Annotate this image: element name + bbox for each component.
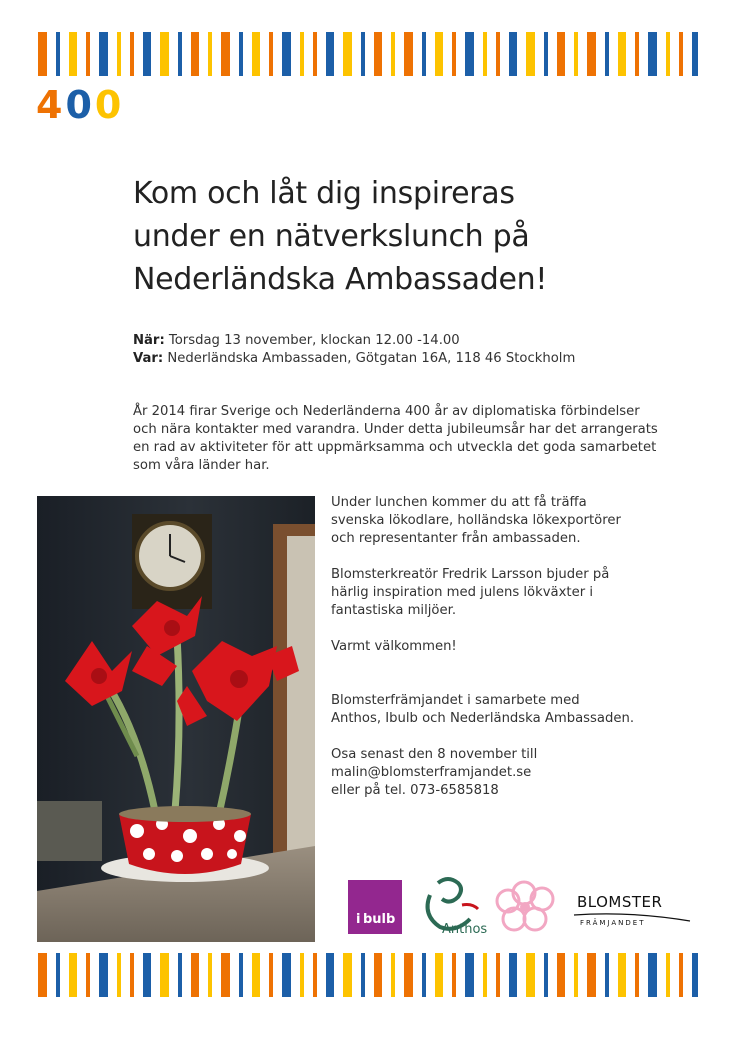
- stripe: [422, 953, 426, 997]
- stripe: [679, 953, 683, 997]
- stripe: [343, 953, 352, 997]
- stripe: [117, 953, 121, 997]
- stripe: [557, 32, 565, 76]
- bottom-stripe-border: [38, 953, 698, 997]
- headline-line-1: Kom och låt dig inspireras: [133, 176, 515, 211]
- stripe: [605, 32, 609, 76]
- event-info: [133, 332, 575, 368]
- stripe: [404, 953, 413, 997]
- stripe: [143, 953, 151, 997]
- stripe: [635, 953, 639, 997]
- when-value: Torsdag 13 november, klockan 12.00 -14.00: [164, 333, 460, 348]
- headline-line-2: under en nätverkslunch på: [133, 219, 530, 254]
- stripe: [130, 32, 134, 76]
- stripe: [648, 953, 657, 997]
- stripe: [391, 953, 395, 997]
- stripe: [465, 953, 474, 997]
- stripe: [178, 953, 182, 997]
- stripe: [574, 953, 578, 997]
- ibulb-text: bulb: [363, 912, 396, 927]
- stripe: [679, 32, 683, 76]
- stripe: [160, 32, 169, 76]
- stripe: [618, 32, 626, 76]
- stripe: [618, 953, 626, 997]
- top-stripe-border: [38, 32, 698, 76]
- details-column: [331, 494, 691, 800]
- stripe: [496, 32, 500, 76]
- stripe: [605, 953, 609, 997]
- stripe: [69, 953, 77, 997]
- sponsor-logos: [330, 865, 710, 945]
- rsvp-paragraph: Osa senast den 8 november till malin@blomsterframjandet.se eller på tel. 073-6585818: [331, 747, 538, 798]
- stripe: [526, 953, 535, 997]
- logo-400: [36, 83, 124, 127]
- rsvp-email-link[interactable]: malin@blomsterframjandet.se: [331, 765, 532, 780]
- stripe: [404, 32, 413, 76]
- stripe: [391, 32, 395, 76]
- stripe: [435, 953, 443, 997]
- stripe: [313, 32, 317, 76]
- stripe: [282, 953, 291, 997]
- stripe: [544, 32, 548, 76]
- when-row: [133, 332, 575, 350]
- anthos-text: Anthos: [442, 922, 488, 937]
- welcome-text: Varmt välkommen!: [331, 639, 457, 654]
- stripe: [374, 32, 382, 76]
- stripe: [117, 32, 121, 76]
- stripe: [361, 32, 365, 76]
- stripe: [452, 32, 456, 76]
- stripe: [300, 953, 304, 997]
- stripe: [208, 32, 212, 76]
- where-row: [133, 350, 575, 368]
- logo-digit-4: 4: [36, 83, 66, 127]
- amaryllis-photo: [37, 496, 315, 942]
- ibulb-i: i: [356, 912, 361, 927]
- stripe: [38, 953, 47, 997]
- stripe: [509, 953, 517, 997]
- logo-digit-0-blue: 0: [65, 83, 95, 127]
- stripe: [343, 32, 352, 76]
- anthos-logo: [428, 879, 488, 937]
- stripe: [178, 32, 182, 76]
- stripe: [99, 953, 108, 997]
- stripe: [160, 953, 169, 997]
- stripe: [666, 32, 670, 76]
- stripe: [130, 953, 134, 997]
- stripe: [435, 32, 443, 76]
- stripe: [587, 32, 596, 76]
- stripe: [221, 32, 230, 76]
- blomster-text: BLOMSTER: [577, 893, 663, 911]
- when-label: När:: [133, 333, 165, 348]
- stripe: [282, 32, 291, 76]
- stripe: [496, 953, 500, 997]
- partners-paragraph: Blomsterfrämjandet i samarbete med Anthos, Ibulb och Nederländska Ambassaden.: [331, 693, 635, 726]
- stripe: [326, 32, 334, 76]
- stripe: [191, 953, 199, 997]
- stripe: [313, 953, 317, 997]
- headline-line-3: Nederländska Ambassaden!: [133, 262, 548, 297]
- stripe: [69, 32, 77, 76]
- stripe: [56, 953, 60, 997]
- stripe: [509, 32, 517, 76]
- framjandet-text: FRÄMJANDET: [580, 919, 646, 927]
- stripe: [361, 953, 365, 997]
- intro-paragraph: År 2014 firar Sverige och Nederländerna 400 år av diplomatiska förbindelser och nära kontakter med varandra. Under detta jubileumsår har det arrangerats en rad av aktiviteter för att uppmärksamma och utveckla det goda samarbetet som våra länder har.: [133, 404, 658, 473]
- stripe: [56, 32, 60, 76]
- stripe: [452, 953, 456, 997]
- stripe: [483, 32, 487, 76]
- stripe: [86, 953, 90, 997]
- where-value: Nederländska Ambassaden, Götgatan 16A, 118 46 Stockholm: [163, 351, 576, 366]
- stripe: [692, 953, 698, 997]
- stripe: [374, 953, 382, 997]
- where-label: Var:: [133, 351, 164, 366]
- stripe: [666, 953, 670, 997]
- stripe: [99, 32, 108, 76]
- stripe: [326, 953, 334, 997]
- stripe: [587, 953, 596, 997]
- stripe: [239, 32, 243, 76]
- inspiration-paragraph: Blomsterkreatör Fredrik Larsson bjuder på härlig inspiration med julens lökväxter i fantastiska miljöer.: [331, 567, 610, 618]
- stripe: [574, 32, 578, 76]
- stripe: [692, 32, 698, 76]
- stripe: [252, 32, 260, 76]
- stripe: [300, 32, 304, 76]
- blomsterframjandet-logo: [497, 882, 690, 930]
- stripe: [252, 953, 260, 997]
- stripe: [557, 953, 565, 997]
- stripe: [208, 953, 212, 997]
- stripe: [239, 953, 243, 997]
- stripe: [38, 32, 47, 76]
- stripe: [526, 32, 535, 76]
- ibulb-logo: [348, 880, 402, 934]
- stripe: [483, 953, 487, 997]
- stripe: [635, 32, 639, 76]
- stripe: [86, 32, 90, 76]
- headline: [133, 172, 713, 301]
- stripe: [422, 32, 426, 76]
- stripe: [221, 953, 230, 997]
- stripe: [191, 32, 199, 76]
- lunch-paragraph: Under lunchen kommer du att få träffa svenska lökodlare, holländska lökexportörer och representanter från ambassaden.: [331, 495, 621, 546]
- logo-digit-0-yellow: 0: [94, 83, 125, 127]
- stripe: [269, 32, 273, 76]
- stripe: [648, 32, 657, 76]
- stripe: [465, 32, 474, 76]
- stripe: [143, 32, 151, 76]
- stripe: [544, 953, 548, 997]
- stripe: [269, 953, 273, 997]
